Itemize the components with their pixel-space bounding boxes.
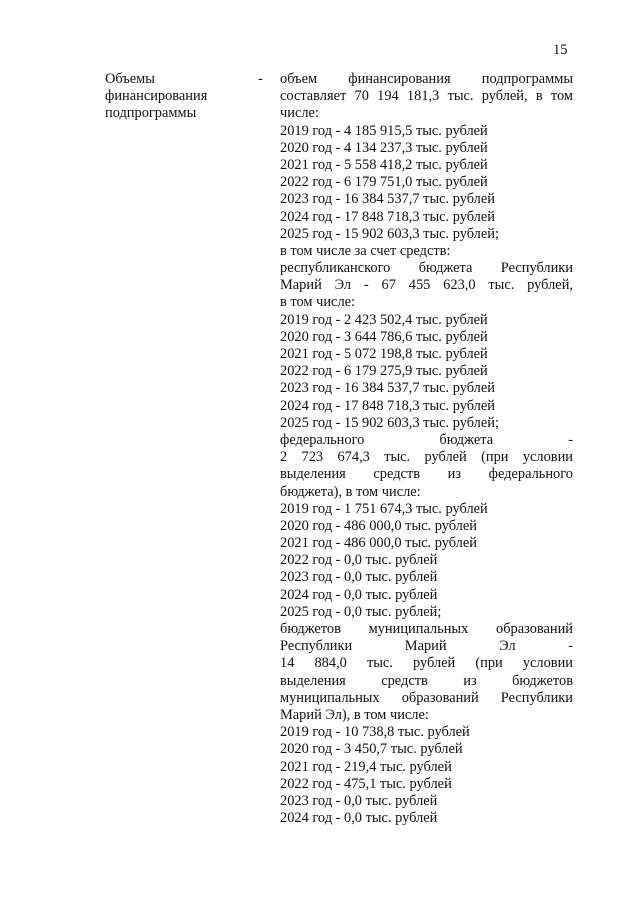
text-line: 2019 год - 1 751 674,3 тыс. рублей <box>280 500 488 517</box>
separator-dash: - <box>258 71 263 87</box>
text-line: 2022 год - 475,1 тыс. рублей <box>280 775 452 792</box>
text-line: числе: <box>280 105 319 122</box>
text-line: республиканского бюджета Республики <box>280 260 573 277</box>
text-line: выделения средств из федерального <box>280 466 573 483</box>
text-line: 2019 год - 2 423 502,4 тыс. рублей <box>280 311 488 328</box>
text-line: 2022 год - 6 179 751,0 тыс. рублей <box>280 174 488 191</box>
label-line: финансирования <box>105 88 208 105</box>
page-number: 15 <box>553 42 568 58</box>
text-line: в том числе: <box>280 294 356 311</box>
text-line: Марий Эл), в том числе: <box>280 706 429 723</box>
text-line: 2019 год - 4 185 915,5 тыс. рублей <box>280 122 488 139</box>
text-line: 2020 год - 4 134 237,3 тыс. рублей <box>280 139 488 156</box>
text-line: 2023 год - 16 384 537,7 тыс. рублей <box>280 191 495 208</box>
text-line: Марий Эл - 67 455 623,0 тыс. рублей, <box>280 277 573 294</box>
text-line: 2021 год - 219,4 тыс. рублей <box>280 758 452 775</box>
text-line: 2019 год - 10 738,8 тыс. рублей <box>280 724 470 741</box>
text-line: 2023 год - 0,0 тыс. рублей <box>280 569 438 586</box>
text-line: 2025 год - 15 902 603,3 тыс. рублей; <box>280 414 499 431</box>
text-line: 2 723 674,3 тыс. рублей (при условии <box>280 449 573 466</box>
text-line: 2020 год - 486 000,0 тыс. рублей <box>280 517 477 534</box>
text-line: 2021 год - 5 558 418,2 тыс. рублей <box>280 156 488 173</box>
text-line: 2024 год - 0,0 тыс. рублей <box>280 586 438 603</box>
text-line: 14 884,0 тыс. рублей (при условии <box>280 655 573 672</box>
text-line: Республики Марий Эл - <box>280 638 573 655</box>
text-line: 2025 год - 15 902 603,3 тыс. рублей; <box>280 225 499 242</box>
text-line: 2020 год - 3 450,7 тыс. рублей <box>280 741 463 758</box>
text-line: объем финансирования подпрограммы <box>280 71 573 87</box>
label-line: Объемы <box>105 71 155 87</box>
text-line: в том числе за счет средств: <box>280 242 451 259</box>
text-line: бюджетов муниципальных образований <box>280 621 573 637</box>
text-line: 2023 год - 0,0 тыс. рублей <box>280 792 438 809</box>
text-line: бюджета), в том числе: <box>280 483 421 500</box>
text-line: выделения средств из бюджетов <box>280 672 573 689</box>
text-line: 2024 год - 17 848 718,3 тыс. рублей <box>280 397 495 414</box>
text-line: 2024 год - 0,0 тыс. рублей <box>280 810 438 827</box>
text-line: 2021 год - 486 000,0 тыс. рублей <box>280 535 477 552</box>
text-line: 2022 год - 0,0 тыс. рублей <box>280 552 438 569</box>
text-line: федерального бюджета - <box>280 431 573 448</box>
financing-text <box>280 71 573 827</box>
text-line: 2021 год - 5 072 198,8 тыс. рублей <box>280 346 488 362</box>
text-line: 2020 год - 3 644 786,6 тыс. рублей <box>280 328 488 345</box>
text-line: составляет 70 194 181,3 тыс. рублей, в том <box>280 88 573 105</box>
label-line: подпрограммы <box>105 105 197 122</box>
text-line: муниципальных образований Республики <box>280 689 573 706</box>
text-line: 2025 год - 0,0 тыс. рублей; <box>280 603 442 620</box>
text-line: 2023 год - 16 384 537,7 тыс. рублей <box>280 380 495 397</box>
field-label <box>105 71 255 123</box>
text-line: 2024 год - 17 848 718,3 тыс. рублей <box>280 208 495 225</box>
text-line: 2022 год - 6 179 275,9 тыс. рублей <box>280 363 488 380</box>
